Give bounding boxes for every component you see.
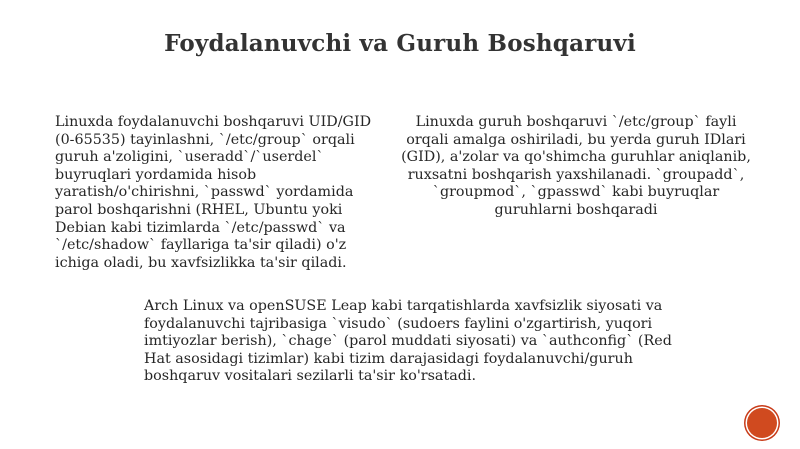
right-column-text: Linuxda guruh boshqaruvi `/etc/group` fayli orqali amalga oshiriladi, bu yerda guruh IDlari (GID), a'zolar va qo'shimcha guruhlar aniqlanib, ruxsatni boshqarish yaxshilanadi. `groupadd`, `groupmod`, `gpasswd` kabi buyruqlar guruhlarni boshqaradi	[401, 114, 751, 218]
slide-title: Foydalanuvchi va Guruh Boshqaruvi	[164, 30, 636, 57]
bottom-paragraph: Arch Linux va openSUSE Leap kabi tarqatishlarda xavfsizlik siyosati va foydalanuvchi tajribasiga `visudo` (sudoers faylini o'zgartirish, yuqori imtiyozlar berish), `chage` (parol muddati siyosati) va `authconfig` (Red Hat asosidagi tizimlar) kabi tizim darajasidagi foydalanuvchi/guruh boshqaruv vositalari sezilarli ta'sir ko'rsatadi.	[144, 298, 672, 385]
circle-button-icon[interactable]	[747, 408, 777, 438]
left-column-text: Linuxda foydalanuvchi boshqaruvi UID/GID (0-65535) tayinlashni, `/etc/group` orqali guruh a'zoligini, `useradd`/`userdel` buyruqlari yordamida hisob yaratish/o'chirishni, `passwd` yordamida parol boshqarishni (RHEL, Ubuntu yoki Debian kabi tizimlarda `/etc/passwd` va `/etc/shadow` fayllariga ta'sir qiladi) o'z ichiga oladi, bu xavfsizlikka ta'sir qiladi.	[55, 114, 372, 271]
